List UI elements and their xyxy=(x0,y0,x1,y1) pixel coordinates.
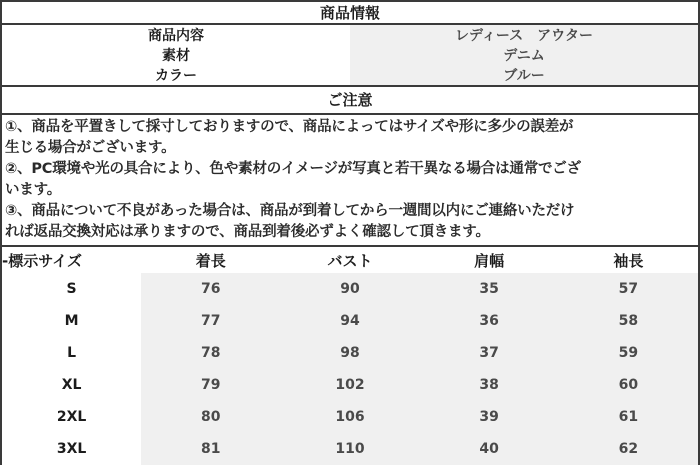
notice-title: ご注意 xyxy=(327,91,373,109)
notice-body xyxy=(2,115,698,245)
table-row xyxy=(2,433,698,465)
table-row xyxy=(2,45,698,65)
size-sleeve: 59 xyxy=(559,337,698,369)
size-shoulder: 39 xyxy=(420,401,559,433)
color-value: ブルー xyxy=(350,65,698,85)
size-length: 78 xyxy=(141,337,280,369)
material-label: 素材 xyxy=(2,45,350,65)
size-length: 76 xyxy=(141,273,280,305)
size-bust: 90 xyxy=(280,273,419,305)
size-bust: 106 xyxy=(280,401,419,433)
size-length: 77 xyxy=(141,305,280,337)
product-info-title-row xyxy=(2,2,698,23)
product-info-table xyxy=(2,2,698,87)
size-sleeve: 61 xyxy=(559,401,698,433)
notice-line: ③、商品について不良があった場合は、商品が到着してから一週間以内にご連絡いただけ xyxy=(5,203,575,219)
size-name: L xyxy=(2,337,141,369)
size-name: 3XL xyxy=(2,433,141,465)
table-row xyxy=(2,337,698,369)
sleeve-header: 袖長 xyxy=(559,247,698,273)
size-sleeve: 58 xyxy=(559,305,698,337)
size-sleeve: 62 xyxy=(559,433,698,465)
notice-line: ②、PC環境や光の具合により、色や素材のイメージが写真と若干異なる場合は通常でござ xyxy=(5,161,581,177)
material-value: デニム xyxy=(350,45,698,65)
notice-line: 生じる場合がございます。 xyxy=(5,140,176,156)
size-shoulder: 37 xyxy=(420,337,559,369)
size-length: 81 xyxy=(141,433,280,465)
product-info-title: 商品情報 xyxy=(2,2,698,23)
size-name: XL xyxy=(2,369,141,401)
table-row xyxy=(2,305,698,337)
size-shoulder: 36 xyxy=(420,305,559,337)
size-bust: 94 xyxy=(280,305,419,337)
notice-line: います。 xyxy=(5,182,62,198)
product-content-label: 商品内容 xyxy=(2,25,350,45)
size-bust: 110 xyxy=(280,433,419,465)
size-shoulder: 38 xyxy=(420,369,559,401)
size-shoulder: 40 xyxy=(420,433,559,465)
bust-header: バスト xyxy=(280,247,419,273)
product-content-value: レディース アウター xyxy=(350,25,698,45)
size-label-header: -標示サイズ xyxy=(2,247,141,273)
size-sleeve: 60 xyxy=(559,369,698,401)
size-sleeve: 57 xyxy=(559,273,698,305)
size-table-header-row xyxy=(2,247,698,273)
size-chart-table xyxy=(2,247,698,465)
table-row xyxy=(2,369,698,401)
size-name: 2XL xyxy=(2,401,141,433)
size-name: M xyxy=(2,305,141,337)
table-row xyxy=(2,401,698,433)
notice-line: ①、商品を平置きして採寸しておりますので、商品によってはサイズや形に多少の誤差が xyxy=(5,119,574,135)
size-length: 79 xyxy=(141,369,280,401)
table-row xyxy=(2,273,698,305)
size-bust: 102 xyxy=(280,369,419,401)
size-bust: 98 xyxy=(280,337,419,369)
size-name: S xyxy=(2,273,141,305)
color-label: カラー xyxy=(2,65,350,85)
shoulder-header: 肩幅 xyxy=(420,247,559,273)
size-shoulder: 35 xyxy=(420,273,559,305)
table-row xyxy=(2,65,698,85)
table-row xyxy=(2,25,698,45)
length-header: 着長 xyxy=(141,247,280,273)
notice-line: れば返品交換対応は承りますので、商品到着後必ずよく確認して頂きます。 xyxy=(5,224,490,240)
size-length: 80 xyxy=(141,401,280,433)
